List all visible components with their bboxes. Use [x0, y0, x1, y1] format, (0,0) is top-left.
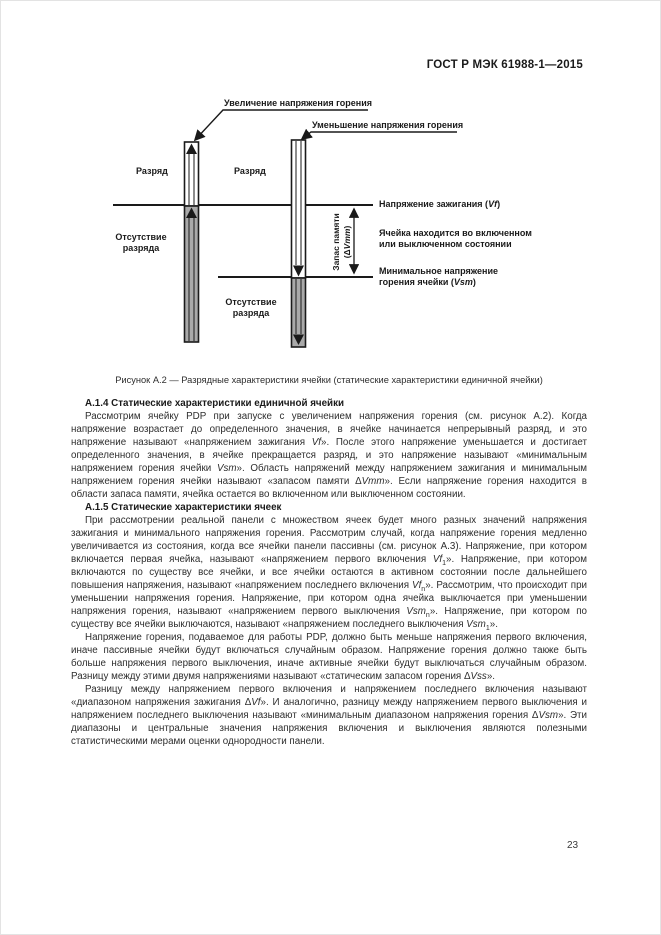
label-decrease-burning: Уменьшение напряжения горения	[312, 120, 464, 130]
figure-a2	[1, 1, 661, 371]
label-min-sustain-voltage: Минимальное напряжение горения ячейки (Vsm)	[379, 266, 498, 287]
label-no-discharge-left: Отсутствие разряда	[115, 232, 167, 253]
paragraph-a15-1: При рассмотрении реальной панели с множеством ячеек будет много разных значений напряжения зажигания и минимального напряжения горения. Рассмотрим случай, когда напряжение горения медленно увеличивается из состояния, когда все ячейки панели пассивны (см. рисунок А.3). Напряжение, при котором включается первая ячейка, называют «напряжением первого включения $Vf_1$». Напряжение, при котором включаются по существу все ячейки, и все ячейки остаются в активном состоянии после дальнейшего повышения напряжения, называют «напряжением последнего включения $Vf_n$». Рассмотрим, что происходит при уменьшении напряжения горения. Напряжение, при котором одна ячейка выключается при уменьшении напряжения горения, называют «напряжением первого выключения Vsm$_n$». Напряжение, при котором по существу все ячейки выключаются, называют «напряжением последнего выключения Vsm$_1$».	[71, 515, 588, 632]
body-text	[71, 397, 587, 748]
label-ignition-voltage: Напряжение зажигания (Vf)	[379, 199, 501, 209]
figure-a2-diagram	[1, 1, 661, 371]
paragraph-a15-2: Напряжение горения, подаваемое для работы PDP, должно быть меньше напряжения первого включения, иначе пассивные ячейки будут включаться случайным образом. Напряжение горения должно также быть больше напряжения первого выключения, иначе активные ячейки будут выключаться случайным образом. Разницу между этими двумя напряжениями называют «статическим запасом горения ΔVss».	[71, 632, 587, 682]
section-a14-heading: А.1.4 Статические характеристики единичной ячейки	[85, 398, 345, 409]
label-memory-margin: Запас памяти (ΔVmm)	[331, 213, 352, 271]
left-bar	[185, 142, 199, 342]
label-discharge-right: Разряд	[234, 166, 266, 176]
decrease-leader-arrow	[302, 132, 457, 139]
section-a15-heading: А.1.5 Статические характеристики ячеек	[85, 502, 282, 513]
document-title: ГОСТ Р МЭК 61988-1—2015	[426, 59, 583, 71]
label-no-discharge-center: Отсутствие разряда	[225, 297, 277, 318]
label-increase-burning: Увеличение напряжения горения	[224, 98, 372, 108]
figure-caption: Рисунок А.2 — Разрядные характеристики ячейки (статические характеристики единичной ячейки)	[115, 375, 543, 385]
right-bar	[292, 140, 306, 347]
paragraph-a15-3: Разницу между напряжением первого включения и напряжением последнего включения называют «диапазоном напряжения зажигания ΔVf». И аналогично, разницу между напряжением первого выключения и напряжением последнего выключения называют «минимальным диапазоном напряжения горения ΔVsm». Эти диапазоны и центральные значения напряжения включения и выключения являются полезными статистическими мерами оценки однородности панели.	[71, 684, 587, 747]
label-cell-state: Ячейка находится во включенном или выключенном состоянии	[379, 228, 532, 249]
page-number: 23	[567, 840, 579, 851]
paragraph-a14-1: Рассмотрим ячейку PDP при запуске с увеличением напряжения горения (см. рисунок А.2). Когда напряжение возрастает до определенного значения, в ячейке начинается непрерывный разряд, и это напряжение называют «напряжением зажигания Vf». После этого напряжение уменьшается и достигает определенного значения, в ячейке прекращается разряд, и это напряжение называют «минимальным напряжением горения ячейки Vsm». Область напряжений между напряжением зажигания и минимальным напряжением горения ячейки называют «запасом памяти ΔVmm». Если напряжение горения находится в области запаса памяти, ячейка остается во включенном или выключенном состоянии.	[71, 411, 587, 500]
label-discharge-left: Разряд	[136, 166, 168, 176]
